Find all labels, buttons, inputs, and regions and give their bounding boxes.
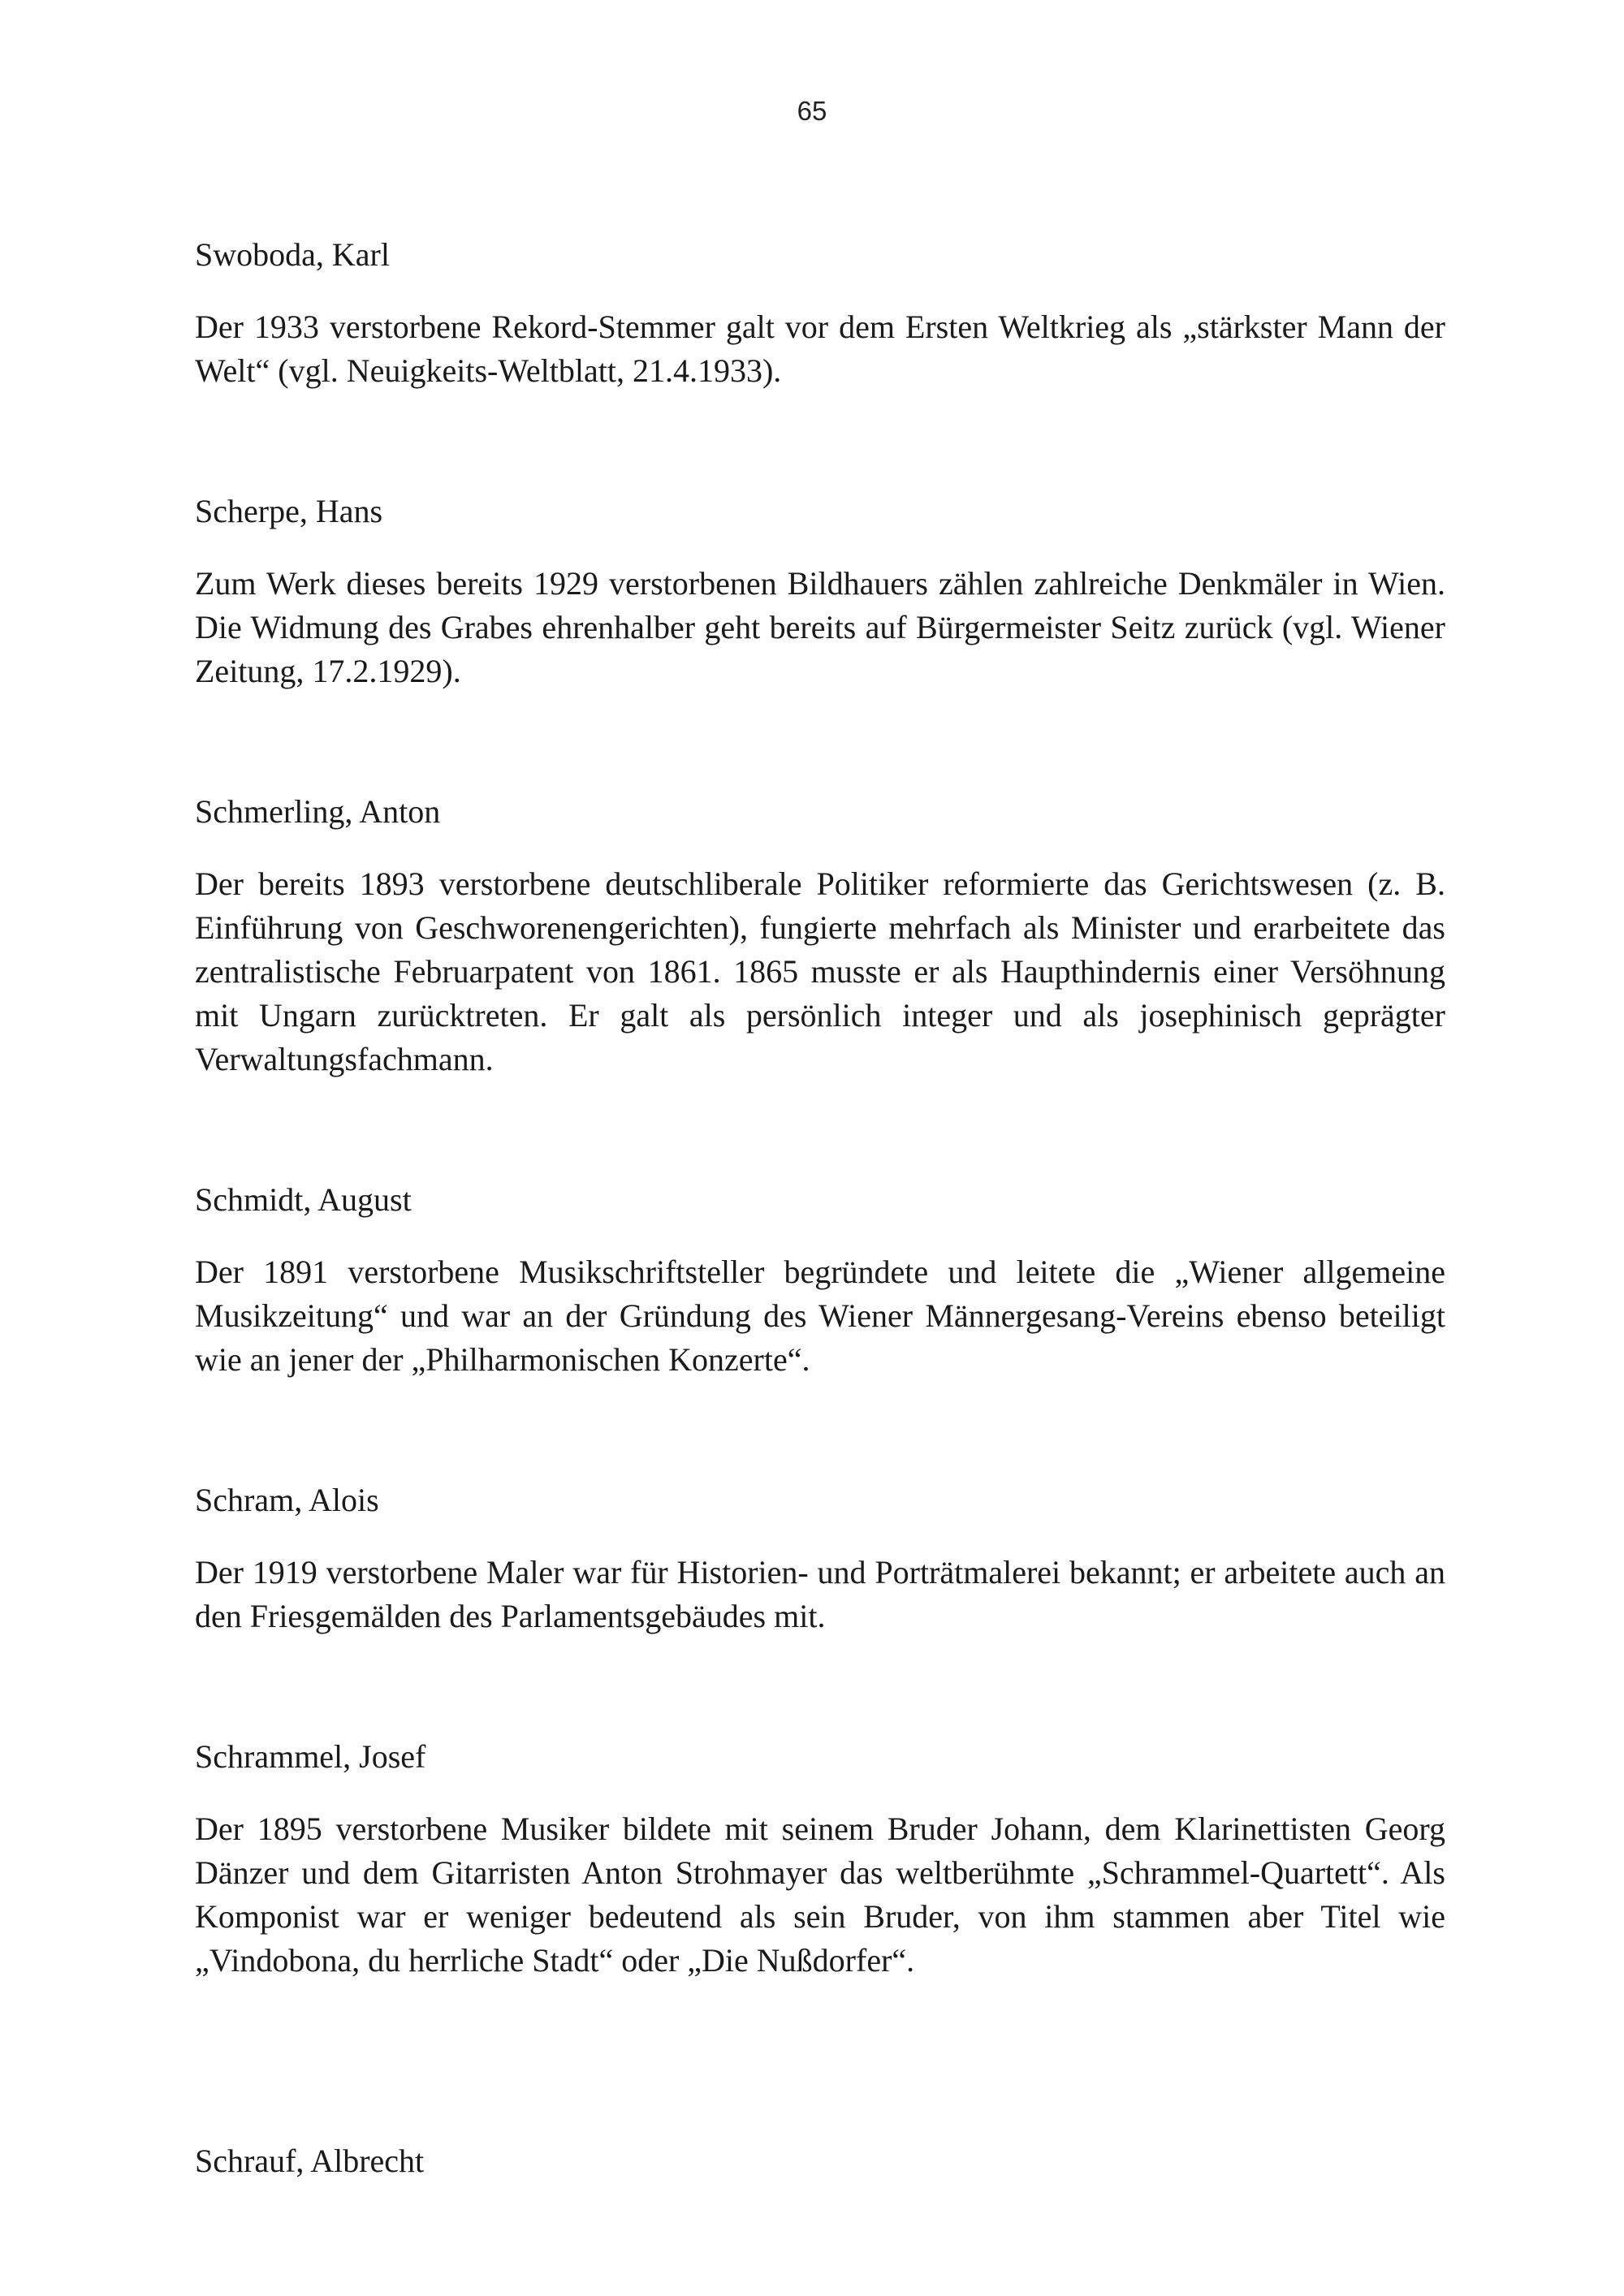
entry-text: Der 1919 verstorbene Maler war für Historien- und Porträtmalerei bekannt; er arbeitete auch an den Friesgemälden des Parlamentsgebäudes mit. xyxy=(195,1554,1445,1634)
entry-text: Der 1895 verstorbene Musiker bildete mit seinem Bruder Johann, dem Klarinettisten Georg Dänzer und dem Gitarristen Anton Strohmayer das weltberühmte „Schrammel-Quartett“. Als Komponist war er weniger bedeutend als sein Bruder, von ihm stammen aber Titel wie „Vindobona, du herrliche Stadt“ oder „Die Nußdorfer“. xyxy=(195,1810,1445,1979)
entry-name: Schrammel, Josef xyxy=(195,1738,426,1775)
entry-name: Schram, Alois xyxy=(195,1482,379,1518)
entry-name: Swoboda, Karl xyxy=(195,236,390,273)
entry-text: Zum Werk dieses bereits 1929 verstorbenen Bildhauers zählen zahlreiche Denkmäler in Wien. Die Widmung des Grabes ehrenhalber geht bereits auf Bürgermeister Seitz zurück (vgl. Wiener Zeitung, 17.2.1929). xyxy=(195,565,1445,689)
entry-name: Schmidt, August xyxy=(195,1181,412,1218)
entry-schmerling-anton xyxy=(195,791,1445,1081)
entry-text: Der bereits 1893 verstorbene deutschliberale Politiker reformierte das Gerichtswesen (z. B. Einführung von Geschworenengerichten), fungierte mehrfach als Minister und erarbeitete das zentralistische Februarpatent von 1861. 1865 musste er als Haupthindernis einer Versöhnung mit Ungarn zurücktreten. Er galt als persönlich integer und als josephinisch geprägter Verwaltungsfachmann. xyxy=(195,865,1445,1077)
entry-scherpe-hans xyxy=(195,490,1445,693)
entry-schrammel-josef xyxy=(195,1736,1445,1983)
entry-text: Der 1891 verstorbene Musikschriftsteller begründete und leitete die „Wiener allgemeine Musikzeitung“ und war an der Gründung des Wiener Männergesang-Vereins ebenso beteiligt wie an jener der „Philharmonischen Konzerte“. xyxy=(195,1254,1445,1378)
entry-name: Scherpe, Hans xyxy=(195,493,383,529)
page-number: 65 xyxy=(797,96,827,126)
entry-swoboda-karl xyxy=(195,234,1445,393)
entry-schram-alois xyxy=(195,1479,1445,1638)
entry-schmidt-august xyxy=(195,1179,1445,1382)
entry-text: Der 1933 verstorbene Rekord-Stemmer galt vor dem Ersten Weltkrieg als „stärkster Mann der Welt“ (vgl. Neuigkeits-Weltblatt, 21.4.1933). xyxy=(195,309,1445,389)
entry-name: Schrauf, Albrecht xyxy=(195,2143,425,2179)
entry-name: Schmerling, Anton xyxy=(195,793,441,830)
entry-schrauf-albrecht xyxy=(195,2140,1445,2182)
